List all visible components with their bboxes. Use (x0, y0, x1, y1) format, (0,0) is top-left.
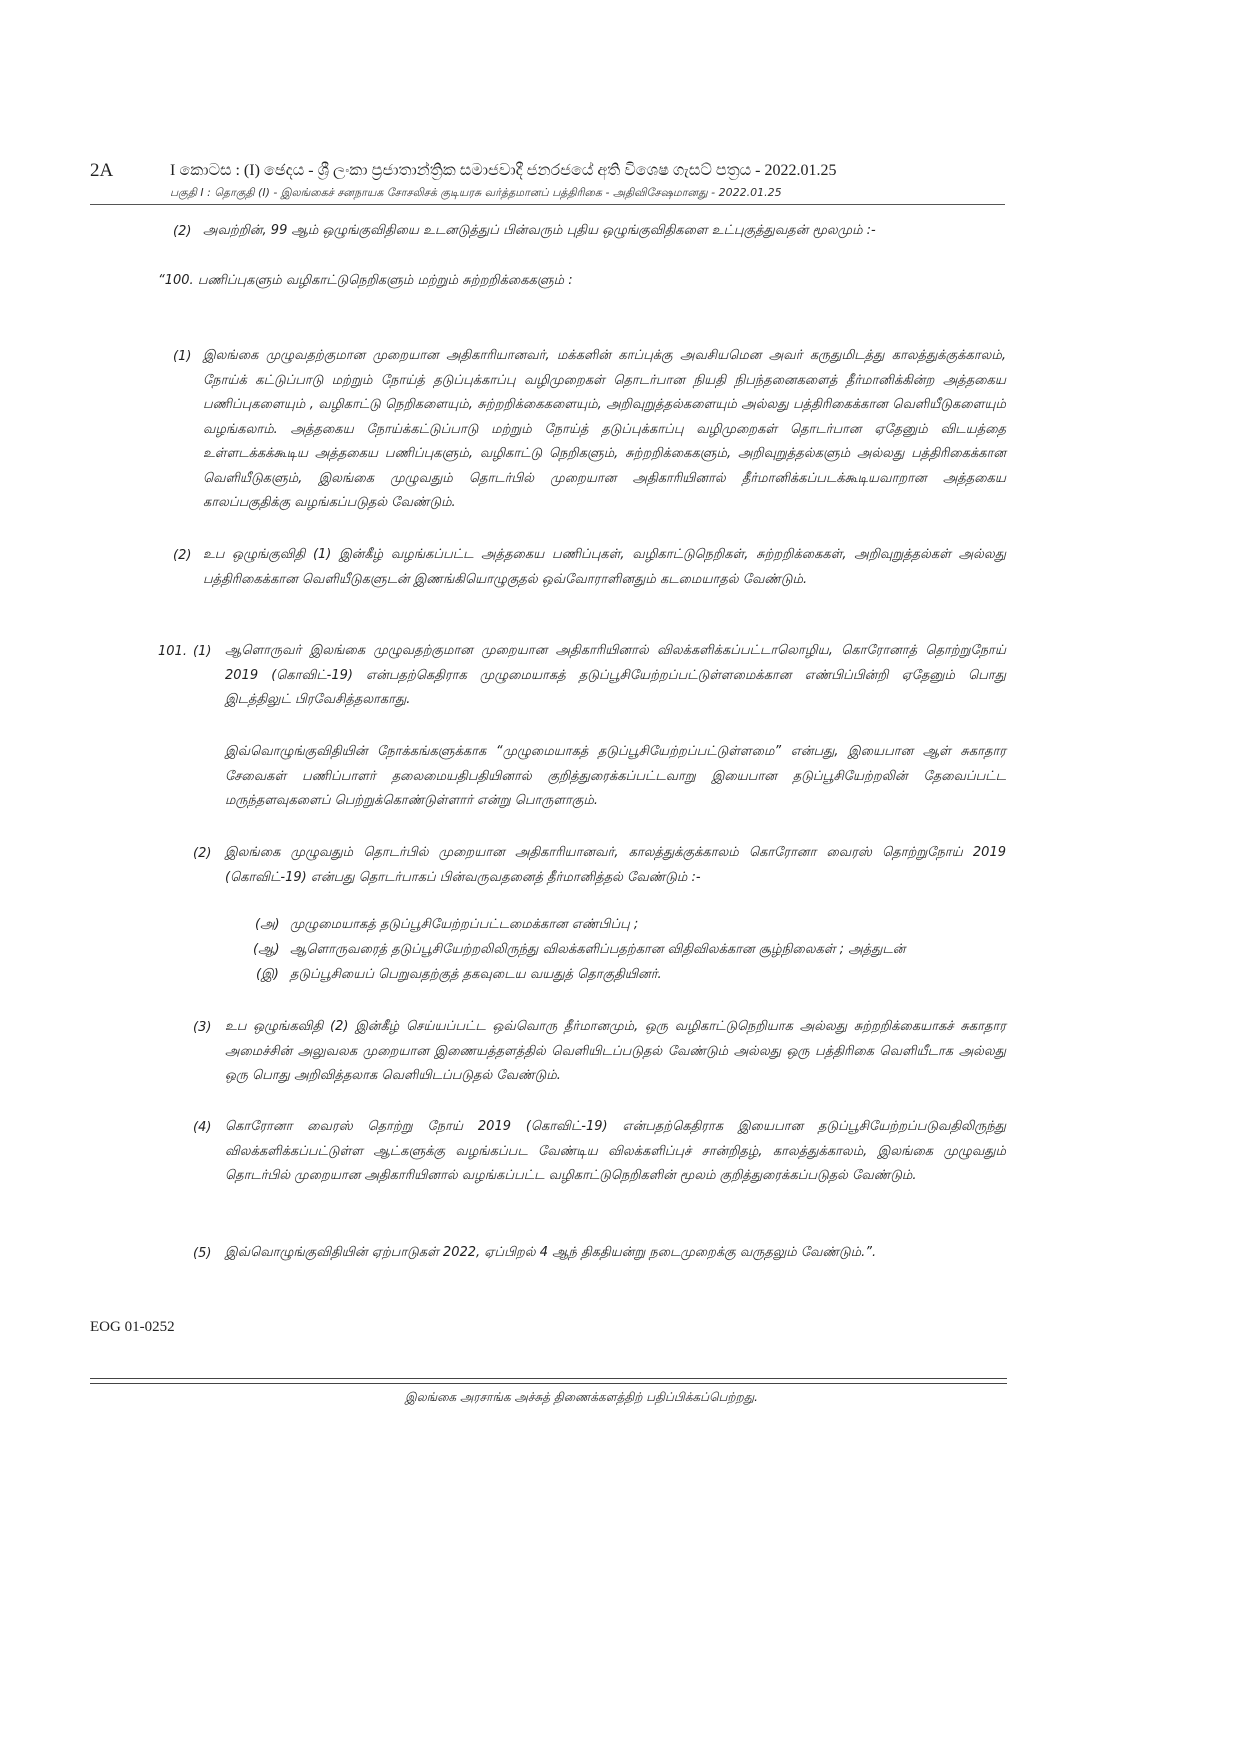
reg101-p2-number: (2) (193, 846, 212, 861)
reg101-number: 101. (158, 644, 187, 659)
list-item-label: (இ) (256, 967, 279, 982)
reg100-p1-text: இலங்கை முழுவதற்குமான முறையான அதிகாரியானவர், மக்களின் காப்புக்கு அவசியமென அவர் கருதுமிடத்து காலத்துக்குக்காலம், நோய்க் கட்டுப்பாடு மற்றும் நோய்த் தடுப்புக்காப்பு வழிமுறைகள் தொடர்பான நியதி நிபந்தனைகளைத் தீர்மானிக்கின்ற அத்தகைய பணிப்புகளையும் , வழிகாட்டு நெறிகளையும், சுற்றறிக்கைகளையும், அறிவுறுத்தல்களையும் அல்லது பத்திரிகைக்கான வெளியீடுகளையும் வழங்கலாம். அத்தகைய நோய்க்கட்டுப்பாடு மற்றும் நோய்த் தடுப்புக்காப்பு வழிமுறைகள் தொடர்பான ஏதேனும் விடயத்தை உள்ளடக்கக்கூடிய அத்தகைய பணிப்புகளும், வழிகாட்டு நெறிகளும், சுற்றறிக்கைகளும், அறிவுறுத்தல்களும் அல்லது பத்திரிகைக்கான வெளியீடுகளும், இலங்கை முழுவதும் தொடர்பில் முறையான அதிகாரியினால் தீர்மானிக்கப்படக்கூடியவாறான அத்தகைய காலப்பகுதிக்கு வழங்கப்படுதல் வேண்டும். (203, 348, 1006, 510)
header-divider (90, 204, 1005, 205)
reg100-heading: “100. பணிப்புகளும் வழிகாட்டுநெறிகளும் மற்றும் சுற்றறிக்கைகளும் : (158, 273, 573, 288)
list-item-text: ஆளொருவரைத் தடுப்பூசியேற்றலிலிருந்து விலக்களிப்பதற்கான விதிவிலக்கான சூழ்நிலைகள் ; அத்துடன் (290, 942, 906, 957)
reg101-p4-number: (4) (193, 1120, 212, 1135)
reg101-p3-text: உப ஒழுங்கவிதி (2) இன்கீழ் செய்யப்பட்ட ஒவ்வொரு தீர்மானமும், ஒரு வழிகாட்டுநெறியாக அல்லது சுற்றறிக்கையாகச் சுகாதார அமைச்சின் அலுவலக முறையான இணையத்தளத்தில் வெளியிடப்படுதல் வேண்டும் அல்லது ஒரு பத்திரிகை வெளியீடாக அல்லது ஒரு பொது அறிவித்தலாக வெளியிடப்படுதல் வேண்டும். (225, 1019, 1006, 1083)
header-sinhala: I කොටස : (I) ඡෙදය - ශ්‍රී ලංකා ප්‍රජාතාන්ත්‍රික සමාජවාදී ජනරජයේ අති විශෙෂ ගැසට් පත්‍රය - 2022.01.25 (170, 162, 837, 179)
reg101-p1-text: ஆளொருவர் இலங்கை முழுவதற்குமான முறையான அதிகாரியினால் விலக்களிக்கப்பட்டாலொழிய, கொரோனாத் தொற்றுநோய் 2019 (கொவிட்-19) என்பதற்கெதிராக முழுமையாகத் தடுப்பூசியேற்றப்பட்டுள்ளமைக்கான எண்பிப்பின்றி ஏதேனும் பொது இடத்திலுட் பிரவேசித்தலாகாது. (225, 643, 1006, 707)
footer-divider (90, 1378, 1007, 1379)
reg101-p4-text: கொரோனா வைரஸ் தொற்று நோய் 2019 (கொவிட்-19) என்பதற்கெதிராக இயைபான தடுப்பூசியேற்றப்படுவதிலிருந்து விலக்களிக்கப்பட்டுள்ள ஆட்களுக்கு வழங்கப்பட வேண்டிய விலக்களிப்புச் சான்றிதழ், காலத்துக்காலம், இலங்கை முழுவதும் தொடர்பில் முறையான அதிகாரியினால் வழங்கப்பட்ட வழிகாட்டுநெறிகளின் மூலம் குறித்துரைக்கப்படுதல் வேண்டும். (225, 1119, 1006, 1183)
reg101-p2-text: இலங்கை முழுவதும் தொடர்பில் முறையான அதிகாரியானவர், காலத்துக்குக்காலம் கொரோனா வைரஸ் தொற்றுநோய் 2019 (கொவிட்-19) என்பது தொடர்பாகப் பின்வருவதனைத் தீர்மானித்தல் வேண்டும் :- (225, 845, 1006, 885)
intro-number: (2) (173, 224, 192, 239)
reg100-p2-number: (2) (173, 548, 192, 563)
reg101-p1-definition: இவ்வொழுங்குவிதியின் நோக்கங்களுக்காக “முழுமையாகத் தடுப்பூசியேற்றப்பட்டுள்ளமை” என்பது, இயைபான ஆள் சுகாதார சேவைகள் பணிப்பாளர் தலைமையதிபதியினால் குறித்துரைக்கப்பட்டவாறு இயைபான தடுப்பூசியேற்றலின் தேவைப்பட்ட மருந்தளவுகளைப் பெற்றுக்கொண்டுள்ளார் என்று பொருளாகும். (225, 744, 1006, 808)
reg101-p3-number: (3) (193, 1020, 212, 1035)
list-item-text: முழுமையாகத் தடுப்பூசியேற்றப்பட்டமைக்கான எண்பிப்பு ; (290, 917, 639, 932)
list-item-label: (அ) (255, 917, 280, 932)
eog-reference: EOG 01-0252 (90, 1319, 175, 1335)
reg100-p1-number: (1) (173, 349, 192, 364)
reg101-p5-text: இவ்வொழுங்குவிதியின் ஏற்பாடுகள் 2022, ஏப்பிறல் 4 ஆந் திகதியன்று நடைமுறைக்கு வருதலும் வேண்டும்.”. (225, 1245, 877, 1260)
page-number: 2A (90, 160, 114, 181)
footer-divider (90, 1383, 1007, 1384)
list-item-text: தடுப்பூசியைப் பெறுவதற்குத் தகவுடைய வயதுத் தொகுதியினர். (290, 967, 662, 982)
reg101-p5-number: (5) (193, 1246, 212, 1261)
reg101-p1-number: (1) (193, 644, 212, 659)
list-item-label: (ஆ) (253, 942, 280, 957)
intro-text: அவற்றின், 99 ஆம் ஒழுங்குவிதியை உடனடுத்துப் பின்வரும் புதிய ஒழுங்குவிதிகளை உட்புகுத்துவதன் மூலமும் :- (203, 223, 876, 238)
header-tamil: பகுதி I : தொகுதி (I) - இலங்கைச் சனநாயக சோசலிசக் குடியரசு வர்த்தமானப் பத்திரிகை - அதிவிசேஷமானது - 2022.01.25 (170, 186, 782, 199)
printer-imprint: இலங்கை அரசாங்க அச்சுத் திணைக்களத்திற் பதிப்பிக்கப்பெற்றது. (405, 1390, 758, 1404)
reg100-p2-text: உப ஒழுங்குவிதி (1) இன்கீழ் வழங்கப்பட்ட அத்தகைய பணிப்புகள், வழிகாட்டுநெறிகள், சுற்றறிக்கைகள், அறிவுறுத்தல்கள் அல்லது பத்திரிகைக்கான வெளியீடுகளுடன் இணங்கியொழுகுதல் ஒவ்வோராளினதும் கடமையாதல் வேண்டும். (203, 547, 1006, 587)
